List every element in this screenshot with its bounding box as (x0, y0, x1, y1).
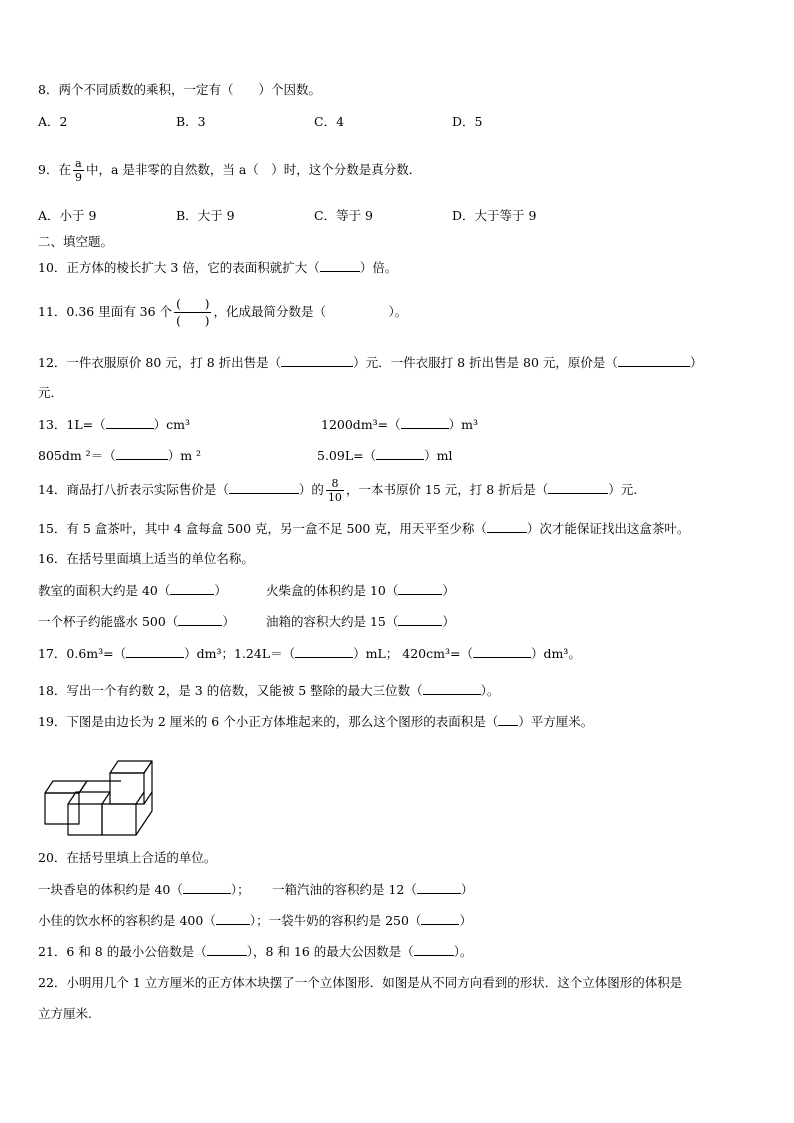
q12-line1: 12．一件衣服原价 80 元，打 8 折出售是（ ）元．一件衣服打 8 折出售是 80 元，原价是（ ） (38, 355, 703, 370)
q10: 10．正方体的棱长扩大 3 倍，它的表面积就扩大（ ）倍。 (38, 260, 398, 275)
q20-blank-4[interactable] (421, 912, 459, 925)
q22-line2: 立方厘米. (38, 1006, 92, 1021)
q16-blank-2[interactable] (398, 582, 442, 595)
q17-blank-1[interactable] (126, 645, 184, 658)
section-heading-fill-in: 二、填空题。 (38, 234, 114, 249)
q9-option-a: A．小于 9 (38, 208, 97, 223)
q18: 18．写出一个有约数 2，是 3 的倍数，又能被 5 整除的最大三位数（ ）。 (38, 683, 500, 698)
q8-option-d: D．5 (452, 114, 483, 129)
q20-c: 小佳的饮水杯的容积约是 400（ ）；一袋牛奶的容积约是 250（ ） (38, 913, 472, 928)
stacked-cubes-figure (42, 757, 160, 839)
q14-blank-2[interactable] (548, 481, 608, 494)
q20-b: 一箱汽油的容积约是 12（ ） (272, 882, 474, 897)
front-right-cube-top-edge (136, 792, 144, 804)
q16-stem: 16．在括号里面填上适当的单位名称。 (38, 551, 254, 566)
q15-blank[interactable] (487, 520, 527, 533)
q16-blank-3[interactable] (178, 613, 222, 626)
q20-blank-1[interactable] (183, 881, 231, 894)
q13-d: 5.09L=（ ）ml (317, 448, 453, 463)
q14-blank-1[interactable] (229, 481, 299, 494)
q12-blank-2[interactable] (618, 354, 690, 367)
q9-fraction: $\frac{a}{9}$ (74, 157, 82, 184)
q8-option-a: A．2 (38, 114, 68, 129)
q16-b: 火柴盒的体积约是 10（ ） (266, 583, 455, 598)
q15: 15．有 5 盒茶叶，其中 4 盒每盒 500 克，另一盒不足 500 克，用天平至少称（ ）次才能保证找出这盒茶叶。 (38, 521, 690, 536)
q17: 17．0.6m³=（ ）dm³；1.24L＝（ ）mL； 420cm³=（ ）dm³。 (38, 646, 581, 661)
q13-blank-3[interactable] (116, 447, 168, 460)
q10-blank[interactable] (320, 259, 360, 272)
q21-blank-1[interactable] (207, 943, 247, 956)
q13-blank-4[interactable] (376, 447, 424, 460)
q13-blank-2[interactable] (401, 416, 449, 429)
q22-line1: 22．小明用几个 1 立方厘米的正方体木块摆了一个立体图形．如图是从不同方向看到的形状．这个立体图形的体积是 (38, 975, 683, 990)
q16-blank-4[interactable] (398, 613, 442, 626)
q13-c: 805dm ²＝（ ）m ² (38, 448, 202, 463)
front-middle-edge (102, 792, 110, 804)
q12-blank-1[interactable] (281, 354, 353, 367)
q21-blank-2[interactable] (414, 943, 454, 956)
back-middle-cube-top-edge (79, 781, 121, 793)
q20-blank-3[interactable] (216, 912, 250, 925)
q13-blank-1[interactable] (106, 416, 154, 429)
q11-fraction-blank[interactable]: $\frac{( )}{( )}$ (176, 297, 210, 328)
q17-blank-2[interactable] (295, 645, 353, 658)
q8-option-c: C．4 (314, 114, 345, 129)
top-cube-side-face (144, 761, 152, 804)
q8-stem: 8．两个不同质数的乘积，一定有（ ）个因数。 (38, 82, 321, 97)
q19-blank[interactable] (498, 713, 518, 726)
q9-option-b: B．大于 9 (176, 208, 235, 223)
q14-fraction: $\frac{8}{10}$ (327, 477, 342, 504)
q19: 19．下图是由边长为 2 厘米的 6 个小正方体堆起来的，那么这个图形的表面积是（ ）平方厘米。 (38, 714, 594, 729)
q16-blank-1[interactable] (170, 582, 214, 595)
q11: 11．0.36 里面有 36 个 $\frac{( )}{( )}$ ，化成最简分数是（ ）。 (38, 297, 408, 328)
q18-blank[interactable] (423, 682, 481, 695)
q16-d: 油箱的容积大约是 15（ ） (266, 614, 455, 629)
q9-option-d: D．大于等于 9 (452, 208, 537, 223)
q14: 14．商品打八折表示实际售价是（ ）的 $\frac{8}{10}$ ，一本书原价 15 元，打 8 折后是（ ）元. (38, 477, 638, 504)
q8-option-b: B．3 (176, 114, 206, 129)
q20-stem: 20．在括号里填上合适的单位。 (38, 850, 217, 865)
q16-c: 一个杯子约能盛水 500（ ） (38, 614, 235, 629)
q9-stem: 9．在 $\frac{a}{9}$ 中，a 是非零的自然数，当 a（ ）时，这个分数是真分数． (38, 157, 422, 184)
q20-blank-2[interactable] (417, 881, 461, 894)
q13-a: 13．1L=（ ）cm³ (38, 417, 191, 432)
q13-b: 1200dm³=（ ）m³ (321, 417, 479, 432)
front-left-cube-front-face (68, 804, 102, 835)
q16-a: 教室的面积大约是 40（ ） (38, 583, 227, 598)
front-right-cube-front-face (102, 804, 136, 835)
back-cube-front-face (45, 793, 79, 824)
q17-blank-3[interactable] (473, 645, 531, 658)
q9-option-c: C．等于 9 (314, 208, 373, 223)
q12-line2: 元． (38, 385, 64, 400)
q21: 21．6 和 8 的最小公倍数是（ ），8 和 16 的最大公因数是（ ）。 (38, 944, 473, 959)
q20-a: 一块香皂的体积约是 40（ ）； (38, 882, 250, 897)
